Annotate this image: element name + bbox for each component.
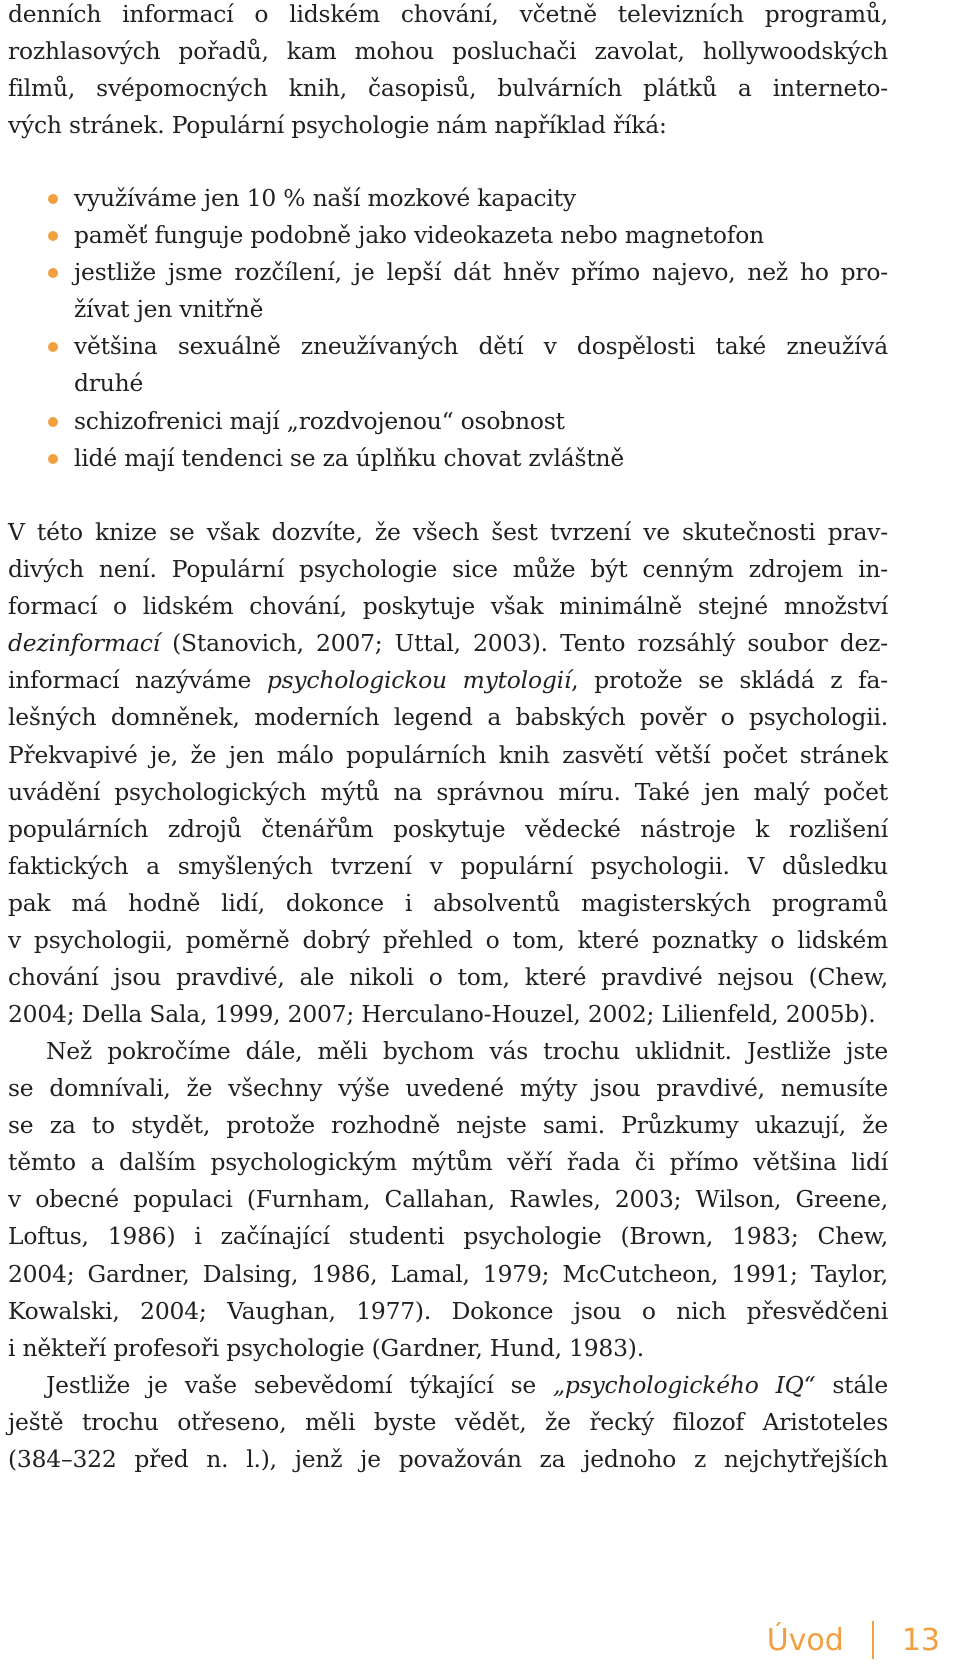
text-line: filmů, svépomocných knih, časopisů, bulvárních plátků a interneto- xyxy=(8,74,888,103)
list-item: většina sexuálně zneužívaných dětí v dospělosti také zneužívá xyxy=(8,328,888,365)
text-line: vých stránek. Populární psychologie nám například říká: xyxy=(8,111,667,140)
text-line: uvádění psychologických mýtů na správnou míru. Také jen malý počet xyxy=(8,777,888,806)
page-number: 13 xyxy=(901,1622,940,1658)
section-title: Úvod xyxy=(766,1622,844,1658)
text-line: faktických a smyšlených tvrzení v populární psychologii. V důsledku xyxy=(8,851,888,880)
text-line: těmto a dalším psychologickým mýtům věří řada či přímo většina lidí xyxy=(8,1148,888,1177)
text-line: 2004; Della Sala, 1999, 2007; Herculano-Houzel, 2002; Lilienfeld, 2005b). xyxy=(8,1000,876,1029)
text-line: se za to stydět, protože rozhodně nejste sami. Průzkumy ukazují, že xyxy=(8,1111,888,1140)
list-item: lidé mají tendenci se za úplňku chovat zvláštně xyxy=(8,440,888,477)
text-line: Překvapivé je, že jen málo populárních knih zasvětí větší počet stránek xyxy=(8,740,888,769)
text-line: Jestliže je vaše sebevědomí týkající se „psychologického IQ“ stále xyxy=(46,1371,888,1399)
text-line: formací o lidském chování, poskytuje však minimálně stejné množství xyxy=(8,592,888,621)
bullet-icon xyxy=(48,194,58,204)
intro-paragraph xyxy=(8,0,888,144)
bullet-icon xyxy=(48,231,58,241)
calm-paragraph xyxy=(8,1033,888,1367)
text-line: ještě trochu otřeseno, měli byste vědět, že řecký filozof Aristoteles xyxy=(8,1408,888,1437)
text-line: Loftus, 1986) i začínající studenti psychologie (Brown, 1983; Chew, xyxy=(8,1222,888,1251)
myth-bullet-list xyxy=(8,180,888,477)
list-item-continuation: druhé xyxy=(74,369,144,398)
text-line: divých není. Populární psychologie sice může být cenným zdrojem in- xyxy=(8,555,888,584)
text-line: 2004; Gardner, Dalsing, 1986, Lamal, 1979; McCutcheon, 1991; Taylor, xyxy=(8,1259,888,1288)
main-paragraph xyxy=(8,514,888,1033)
list-item: paměť funguje podobně jako videokazeta nebo magnetofon xyxy=(8,217,888,254)
list-item: využíváme jen 10 % naší mozkové kapacity xyxy=(8,180,888,217)
text-line: denních informací o lidském chování, včetně televizních programů, xyxy=(8,0,888,28)
text-line: se domnívali, že všechny výše uvedené mýty jsou pravdivé, nemusíte xyxy=(8,1074,888,1103)
text-line: V této knize se však dozvíte, že všech šest tvrzení ve skutečnosti prav- xyxy=(8,518,888,546)
text-line: lešných domněnek, moderních legend a babských pověr o psychologii. xyxy=(8,703,888,732)
text-line: rozhlasových pořadů, kam mohou posluchači zavolat, hollywoodských xyxy=(8,37,888,66)
list-item: schizofrenici mají „rozdvojenou“ osobnost xyxy=(8,403,888,440)
text-line: dezinformací (Stanovich, 2007; Uttal, 2003). Tento rozsáhlý soubor dez- xyxy=(8,629,888,658)
text-line: informací nazýváme psychologickou mytologií, protože se skládá z fa- xyxy=(8,666,889,695)
text-line: Kowalski, 2004; Vaughan, 1977). Dokonce jsou o nich přesvědčeni xyxy=(8,1296,888,1325)
list-item-continuation: žívat jen vnitřně xyxy=(74,295,264,324)
list-item: jestliže jsme rozčílení, je lepší dát hněv přímo najevo, než ho pro- xyxy=(8,254,888,291)
text-line: chování jsou pravdivé, ale nikoli o tom, které pravdivé nejsou (Chew, xyxy=(8,963,888,992)
text-line: i někteří profesoři psychologie (Gardner, Hund, 1983). xyxy=(8,1333,644,1362)
bullet-icon xyxy=(48,454,58,464)
footer-divider xyxy=(872,1621,874,1659)
text-line: populárních zdrojů čtenářům poskytuje vědecké nástroje k rozlišení xyxy=(8,814,888,843)
text-line: Než pokročíme dále, měli bychom vás trochu uklidnit. Jestliže jste xyxy=(46,1037,888,1065)
text-line: v obecné populaci (Furnham, Callahan, Rawles, 2003; Wilson, Greene, xyxy=(8,1185,888,1214)
text-line: v psychologii, poměrně dobrý přehled o tom, které poznatky o lidském xyxy=(8,926,888,955)
bullet-icon xyxy=(48,268,58,278)
emphasis: „psychologického IQ“ xyxy=(553,1371,816,1399)
text-line: pak má hodně lidí, dokonce i absolventů magisterských programů xyxy=(8,888,888,917)
text-line: (384–322 před n. l.), jenž je považován za jednoho z nejchytřejších xyxy=(8,1445,888,1474)
iq-paragraph xyxy=(8,1367,888,1478)
emphasis: dezinformací xyxy=(8,629,160,658)
bullet-icon xyxy=(48,342,58,352)
bullet-icon xyxy=(48,417,58,427)
page-footer xyxy=(767,1620,940,1660)
emphasis: psychologickou mytologií xyxy=(266,666,572,695)
